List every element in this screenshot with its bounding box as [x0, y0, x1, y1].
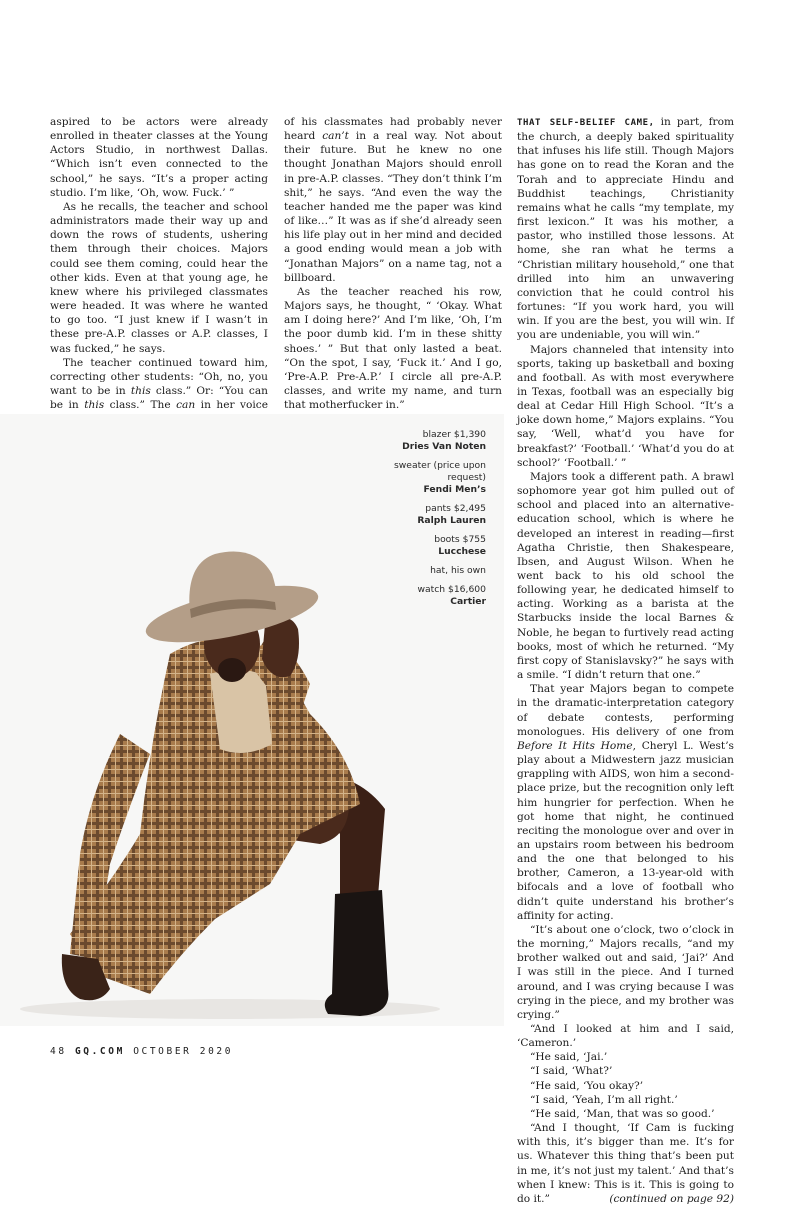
article-column-3 — [517, 115, 734, 1206]
paragraph: “I said, ‘What?’ — [530, 1065, 613, 1078]
paragraph: “He said, ‘Jai.’ — [530, 1051, 608, 1064]
paragraph: “It’s about one o’clock, two o’clock in the morning,” Majors recalls, “and my brother walked out and said, ‘Jai?’ And I was still in the piece. And I turned around, and I was crying because I was crying in the piece, and my brother was crying.” — [517, 923, 734, 1021]
paragraph: “He said, ‘Man, that was so good.’ — [530, 1107, 715, 1120]
fashion-credits — [376, 429, 486, 615]
paragraph: As he recalls, the teacher and school administrators made their way up and down the rows of students, ushering them through their choices. Majors could see them coming, could hear the other kids. Even at that young age, he knew where his privileged classmates were headed. It was where he wanted to go too. “I just knew if I wasn’t in these pre-A.P. classes or A.P. classes, I was fucked,” he says. — [50, 200, 268, 355]
paragraph: As the teacher reached his row, Majors says, he thought, “ ‘Okay. What am I doing here?’ And I’m like, ‘Oh, I’m the poor dumb kid. I’m in these shitty shoes.’ ” But that only lasted a beat. “On the spot, I say, ‘Fuck it.’ And I go, ‘Pre-A.P. Pre-A.P.’ I circle all pre-A.P. classes, and write my name, and turn that motherfucker in.” — [284, 285, 502, 412]
credit-entry: boots $755 Lucchese — [434, 534, 486, 557]
paragraph: Majors channeled that intensity into sports, taking up basketball and boxing and football. As with most everywhere in Texas, football was an especially big deal at Cedar Hill High School. “It’s a joke down home,” Majors explains. “You say, ‘Well, what’d you have for breakfast?’ ‘Football.’ ‘What’d you do at school?’ ‘Football.’ ” — [517, 343, 734, 469]
article-column-2 — [284, 115, 502, 412]
issue-date: OCTOBER 2020 — [133, 1046, 234, 1057]
article-column-1 — [50, 115, 268, 426]
paragraph: The teacher continued toward him, correcting other students: “Oh, no, you want to be in this class.” Or: “You can be in this class.” The can in her voice — [50, 356, 268, 412]
paragraph: That year Majors began to compete in the dramatic-interpretation category of debate contests, performing monologues. His delivery of one from Before It Hits Home, Cheryl L. West’s play about a Midwestern jazz musician grappling with AIDS, won him a second-place prize, but the recognition only left him hungrier for perfection. When he got home that night, he continued reciting the monologue over and over in an upstairs room between his bedroom and the one that belonged to his brother, Cameron, a 13-year-old with bifocals and a love of football who didn’t quite understand his brother’s affinity for acting. — [517, 683, 734, 922]
credit-entry: pants $2,495 Ralph Lauren — [417, 503, 486, 526]
continued-note: (continued on page 92) — [609, 1192, 734, 1205]
paragraph: “He said, ‘You okay?’ — [530, 1079, 644, 1092]
credit-entry: watch $16,600 Cartier — [417, 584, 486, 607]
paragraph: “And I looked at him and I said, ‘Cameron.’ — [517, 1023, 734, 1050]
credit-entry: blazer $1,390 Dries Van Noten — [402, 429, 486, 452]
paragraph: THAT SELF-BELIEF CAME, in part, from the church, a deeply baked spirituality that infuses his life still. Though Majors has gone on to read the Koran and the Torah and to appreciate Hindu and Buddhist teachings, Christianity remains what he calls “my template, my first lexicon.” It was his mother, a pastor, who instilled those lessons. At home, she ran what he terms a “Christian military household,” one that drilled into him an unwavering conviction that he could control his fortunes: “If you work hard, you will win. If you are the best, you will win. If you are undeniable, you will win.” — [517, 116, 734, 342]
credit-entry: hat, his own — [430, 565, 486, 576]
paragraph: “I said, ‘Yeah, I’m all right.’ — [530, 1093, 678, 1106]
credit-entry: sweater (price upon request) Fendi Men’s — [393, 460, 486, 495]
section-lead-in: THAT SELF-BELIEF CAME, — [517, 118, 655, 128]
page-folio — [50, 1046, 233, 1057]
paragraph: aspired to be actors were already enrolled in theater classes at the Young Actors Studio, in northwest Dallas. “Which isn’t even connected to the school,” he says. “It’s a proper acting studio. I’m like, ‘Oh, wow. Fuck.’ ” — [50, 116, 268, 199]
paragraph: “And I thought, ‘If Cam is fucking with this, it’s bigger than me. It’s for us. Whatever this thing that’s been put in me, it’s not just my talent.’ And that’s when I knew: This is it. This is going to do it.” (continued on page 92) — [517, 1122, 734, 1205]
paragraph: Majors took a different path. A brawl sophomore year got him pulled out of school and placed into an alternative-education school, which is where he developed an interest in reading—first Agatha Christie, then Shakespeare, Ibsen, and August Wilson. When he went back to his old school the following year, he dedicated himself to acting. Working as a barista at the Starbucks inside the local Barnes & Noble, he began to furtively read acting books, most of which he returned. “My first copy of Stanislavsky?” he says with a smile. “I didn’t return that one.” — [517, 470, 734, 682]
paragraph: of his classmates had probably never heard can’t in a real way. Not about their future. But he knew no one thought Jonathan Majors should enroll in pre-A.P. classes. “They don’t think I’m shit,” he says. “And even the way the teacher handed me the paper was kind of like…” It was as if she’d already seen his life play out in her mind and decided a good ending would mean a job with “Jonathan Majors” on a name tag, not a billboard. — [284, 116, 503, 284]
site-name: GQ.COM — [74, 1046, 125, 1057]
page-number: 48 — [50, 1046, 67, 1057]
